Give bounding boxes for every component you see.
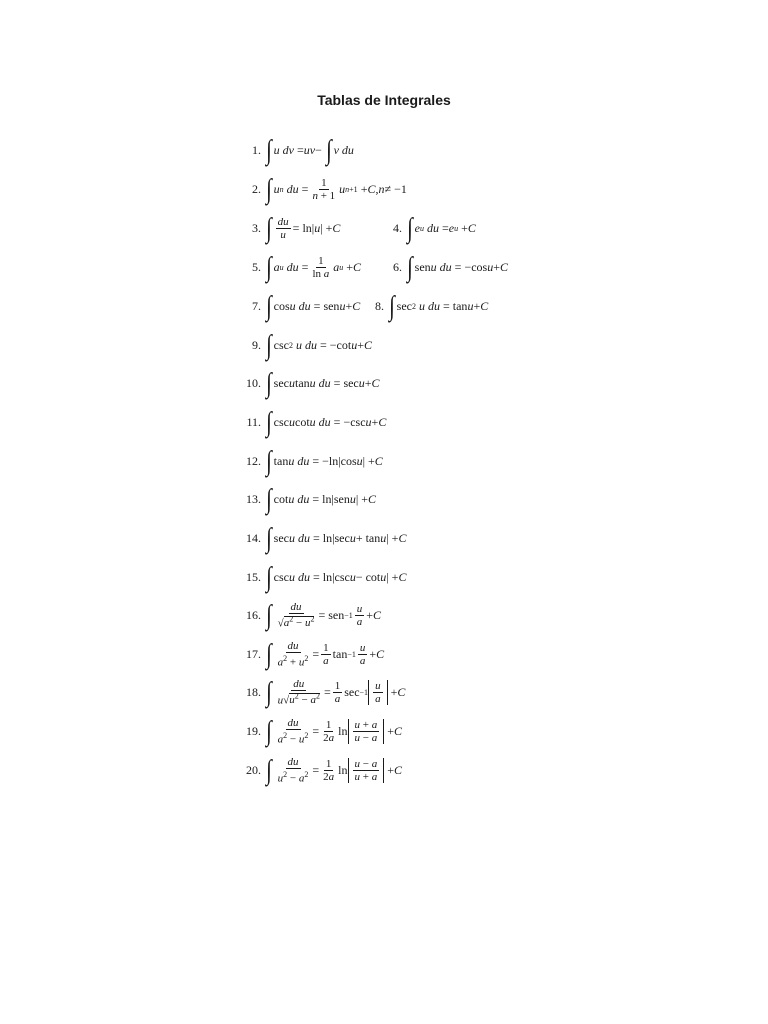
formula-19: 19. ∫ $\frac{du}{a^2 - u^2}$ = $\frac{1}{2a}$ ln $\frac{u + a}{u - a}$ + C [229, 714, 402, 748]
formula-number: 16. [246, 607, 261, 622]
formula-number: 7. [252, 298, 261, 313]
formula-number: 17. [246, 646, 261, 661]
formula-number: 12. [246, 453, 261, 468]
formula-4: 4. ∫ e u du = e u + C [370, 211, 476, 245]
formula-number: 18. [246, 684, 261, 699]
formula-6: 6. ∫ sen u du = −cos u + C [370, 250, 508, 284]
formula-3: 3. ∫ $\frac{du}{u}$ = ln| u | + C [229, 211, 340, 245]
formula-number: 5. [252, 259, 261, 274]
formula-number: 14. [246, 530, 261, 545]
formula-1: 1. ∫ u dv = uv − ∫ v du [229, 133, 354, 167]
formula-8: 8. ∫ sec 2 u du = tan u + C [352, 289, 488, 323]
formula-18: 18. ∫ $\frac{du}{u√u^2 - a^2}$ = $\frac{1}{a}$ sec −1 $\frac{u}{a}$ + C [229, 675, 405, 709]
formula-16: 16. ∫ $\frac{du}{√a^2 - u^2}$ = sen −1 $\frac{u}{a}$ + C [229, 598, 381, 632]
formula-2: 2. ∫ u n du = $\frac{1}{n + 1}$ u n+1 + C , n ≠ −1 [229, 172, 407, 206]
formula-number: 13. [246, 491, 261, 506]
formula-number: 8. [375, 298, 384, 313]
formula-9: 9. ∫ csc 2 u du = −cot u + C [229, 328, 372, 362]
formula-10: 10. ∫ sec u tan u du = sec u + C [229, 366, 380, 400]
formula-number: 20. [246, 762, 261, 777]
formula-number: 10. [246, 375, 261, 390]
page-title: Tablas de Integrales [317, 92, 451, 108]
formula-5: 5. ∫ a u du = $\frac{1}{\text{ln a}}$ a u + C [229, 250, 361, 284]
formula-number: 11. [246, 414, 261, 429]
formula-number: 3. [252, 220, 261, 235]
formula-number: 19. [246, 723, 261, 738]
formula-7: 7. ∫ cos u du = sen u + C [229, 289, 360, 323]
formula-14: 14. ∫ sec u du = ln|sec u + tan u | + C [229, 521, 406, 555]
formula-13: 13. ∫ cot u du = ln|sen u | + C [229, 482, 376, 516]
formula-12: 12. ∫ tan u du = −ln|cos u | + C [229, 444, 383, 478]
formula-number: 9. [252, 337, 261, 352]
formula-11: 11. ∫ csc u cot u du = −csc u + C [229, 405, 386, 439]
formula-20: 20. ∫ $\frac{du}{u^2 - a^2}$ = $\frac{1}{2a}$ ln $\frac{u - a}{u + a}$ + C [229, 753, 402, 787]
formula-number: 2. [252, 181, 261, 196]
formula-number: 15. [246, 569, 261, 584]
formula-15: 15. ∫ csc u du = ln|csc u − cot u | + C [229, 560, 406, 594]
formula-number: 1. [252, 142, 261, 157]
formula-number: 4. [393, 220, 402, 235]
formula-17: 17. ∫ $\frac{du}{a^2 + u^2}$ = $\frac{1}{a}$ tan −1 $\frac{u}{a}$ + C [229, 637, 384, 671]
formula-number: 6. [393, 259, 402, 274]
